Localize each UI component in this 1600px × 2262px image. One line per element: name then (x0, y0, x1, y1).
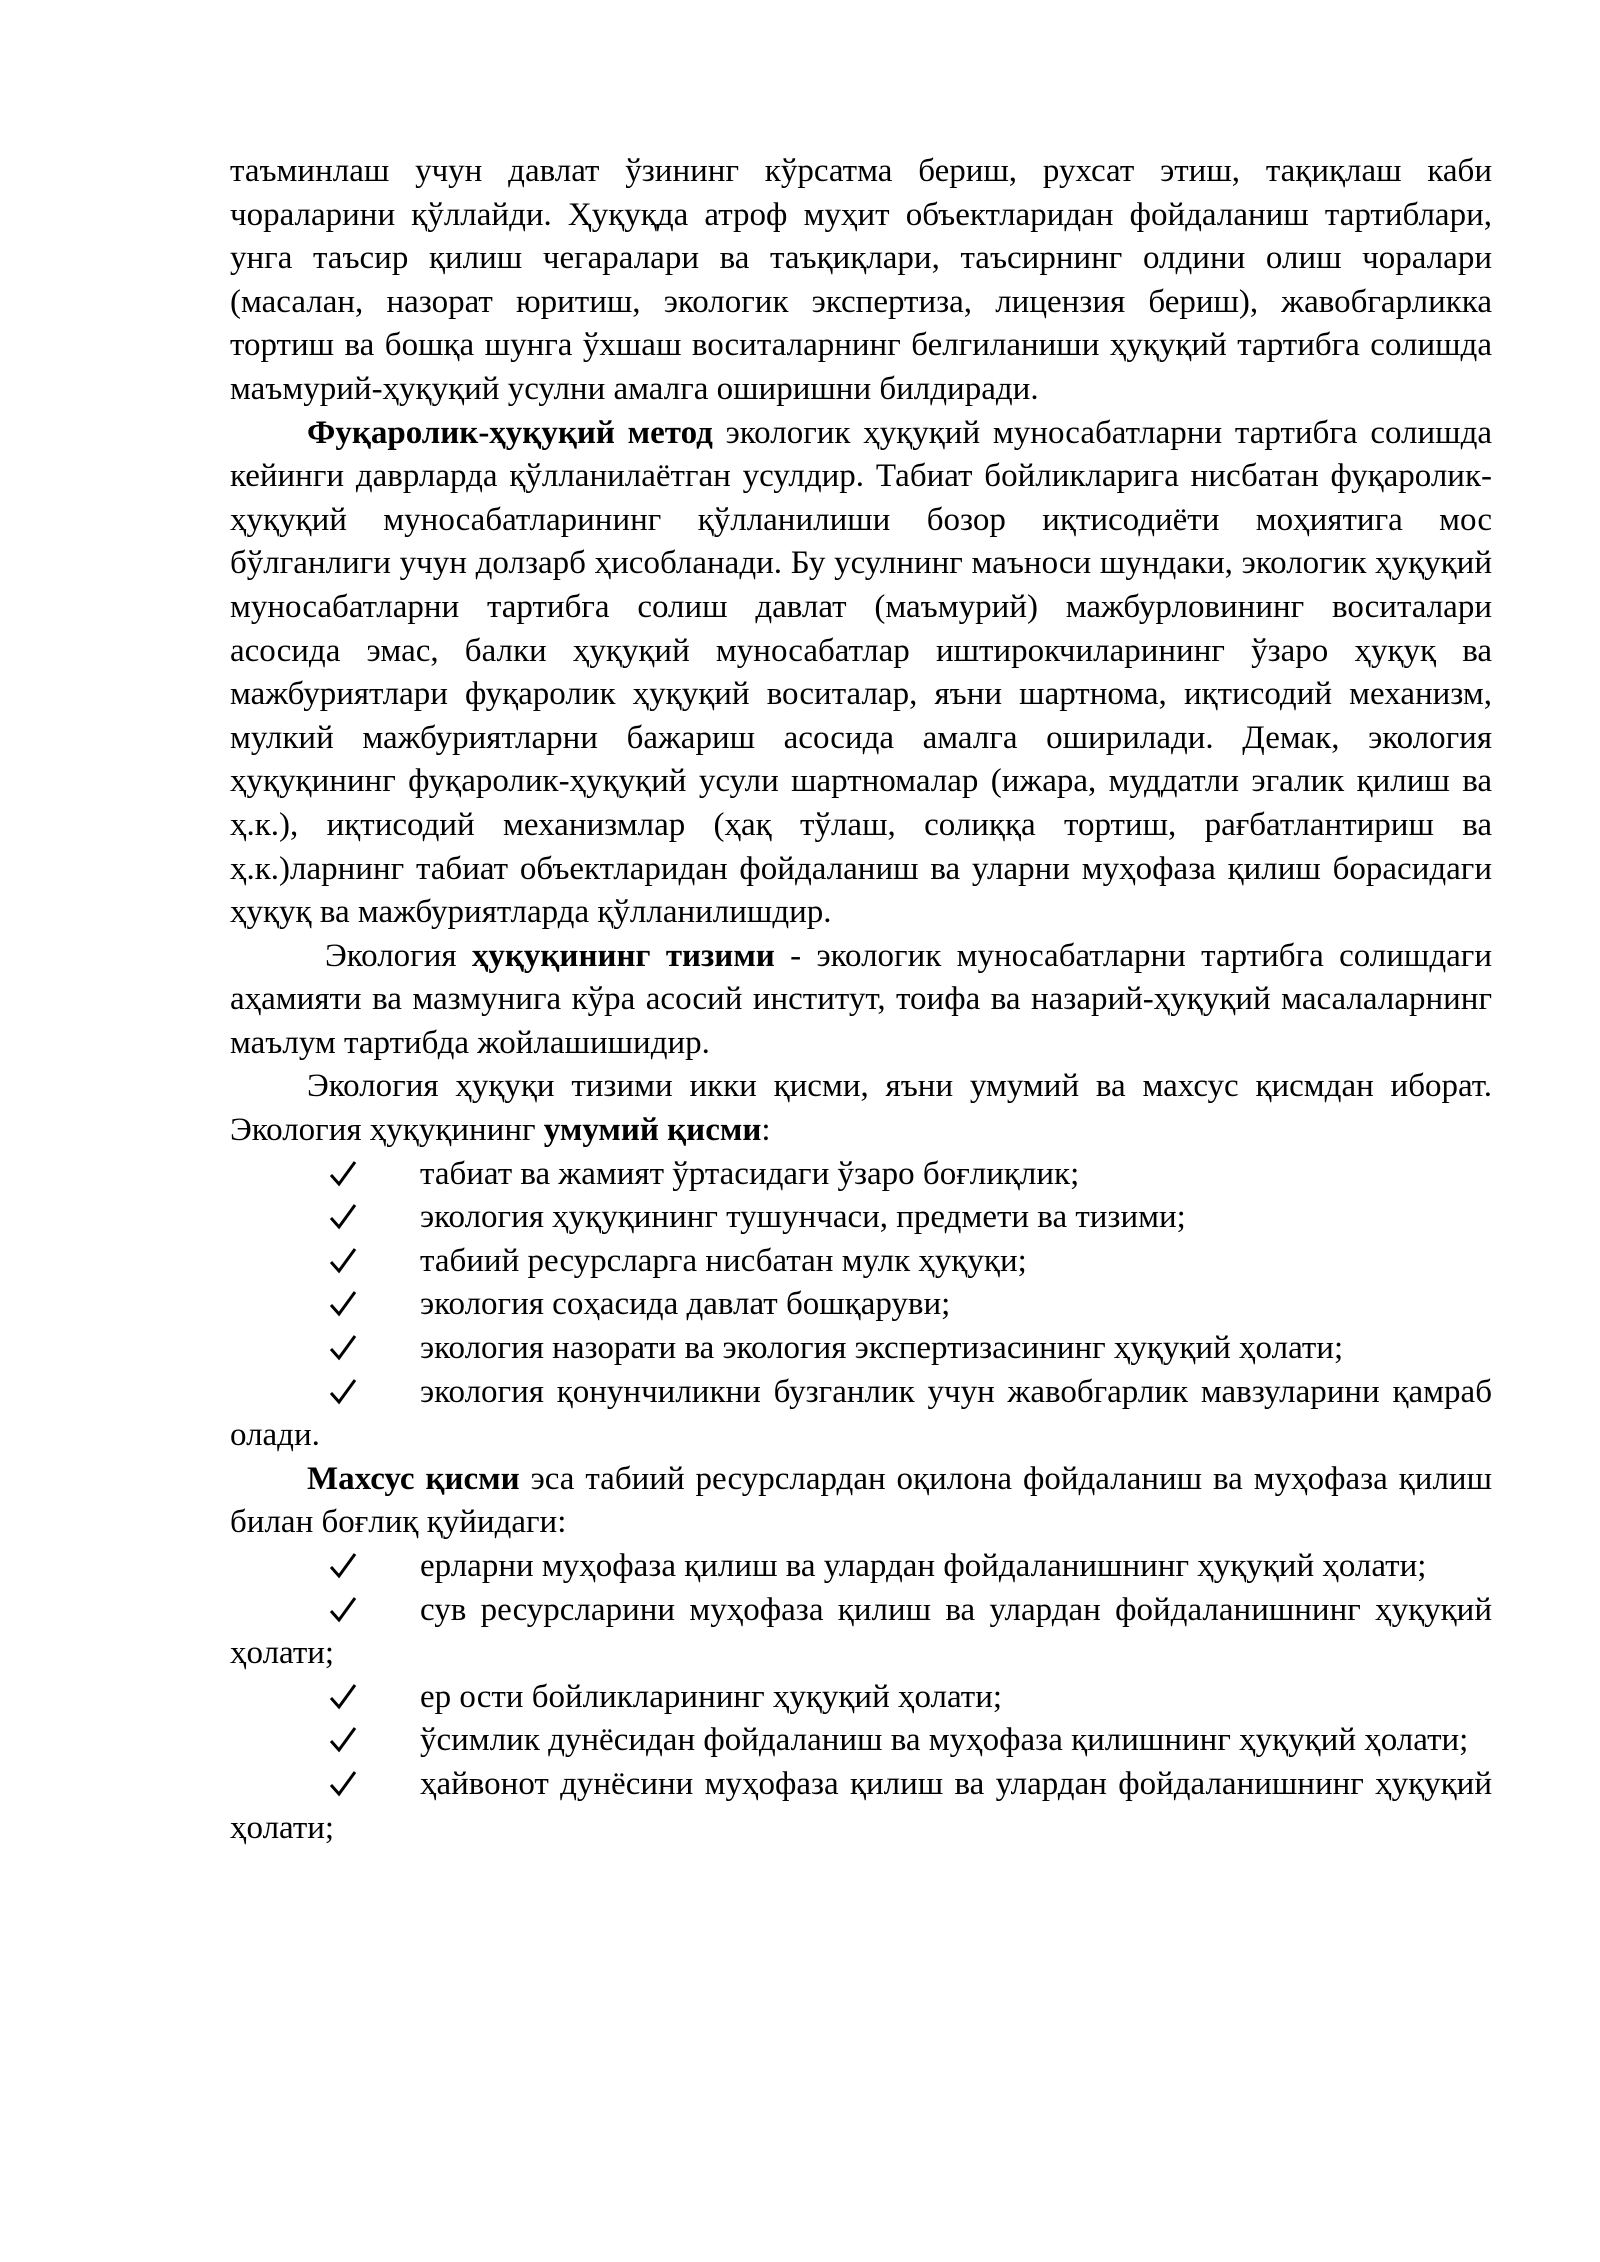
list-item-text: сув ресурсларини муҳофаза қилиш ва улардан фойдаланишнинг ҳуқуқий ҳолати; (230, 1591, 1492, 1672)
system-text: - экологик муносабатларни тартибга солишдаги аҳамияти ва мазмунига кўра асосий институт, тоифа ва назарий-ҳуқуқий масалаларнинг маълум тартибда жойлашишидир. (230, 937, 1492, 1061)
paragraph-general-part (230, 1065, 1492, 1152)
checkmark-icon (325, 1327, 361, 1370)
system-term: ҳуқуқининг тизими (471, 937, 775, 974)
checkmark-icon (325, 1545, 361, 1588)
checkmark-icon (325, 1589, 361, 1632)
list-item (230, 1545, 1492, 1589)
paragraph-administrative-method: таъминлаш учун давлат ўзининг кўрсатма бериш, рухсат этиш, тақиқлаш каби чораларини қўллайди. Ҳуқуқда атроф муҳит объектларидан фойдаланиш тартиблари, унга таъсир қилиш чегаралари ва таъқиқлари, таъсирнинг олдини олиш чоралари (масалан, назорат юритиш, экологик экспертиза, лицензия бериш), жавобгарликка тортиш ва бошқа шунга ўхшаш воситаларнинг белгиланиши ҳуқуқий тартибга солишда маъмурий-ҳуқуқий усулни амалга оширишни билдиради. (230, 153, 1492, 407)
checkmark-icon (325, 1763, 361, 1806)
paragraph-special-part (230, 1458, 1492, 1545)
list-item-text: ерларни муҳофаза қилиш ва улардан фойдаланишнинг ҳуқуқий ҳолати; (420, 1548, 1427, 1584)
special-part-term: Махсус қисми (307, 1460, 520, 1497)
list-item (230, 1196, 1492, 1240)
list-item (230, 1719, 1492, 1763)
document-body (230, 150, 1492, 1850)
list-item (230, 1589, 1492, 1676)
checkmark-icon (325, 1719, 361, 1762)
list-item-text: экология соҳасида давлат бошқаруви; (420, 1286, 951, 1323)
general-part-text: Экология ҳуқуқи тизими икки қисми, яъни умумий ва махсус қисмдан иборат. Экология ҳуқуқининг (230, 1068, 1492, 1149)
list-item (230, 1676, 1492, 1720)
paragraph-civil-method (230, 412, 1492, 935)
general-part-list (230, 1153, 1492, 1458)
list-item-text: экология ҳуқуқининг тушунчаси, предмети ва тизими; (420, 1199, 1186, 1236)
checkmark-icon (325, 1676, 361, 1719)
list-item-text: ўсимлик дунёсидан фойдаланиш ва муҳофаза қилишнинг ҳуқуқий ҳолати; (420, 1722, 1469, 1759)
general-part-term: умумий қисми (543, 1112, 762, 1149)
special-part-list (230, 1545, 1492, 1850)
checkmark-icon (325, 1371, 361, 1414)
list-item-text: табиий ресурсларга нисбатан мулк ҳуқуқи; (420, 1242, 1027, 1279)
list-item-text: экология қонунчиликни бузганлик учун жавобгарлик мавзуларини қамраб олади. (230, 1373, 1492, 1454)
list-item (230, 1283, 1492, 1327)
checkmark-icon (325, 1240, 361, 1283)
civil-method-term: Фуқаролик-ҳуқуқий метод (307, 414, 713, 451)
list-item-text: экология назорати ва экология экспертизасининг ҳуқуқий ҳолати; (420, 1330, 1344, 1367)
checkmark-icon (325, 1196, 361, 1239)
list-item-text: ер ости бойликларининг ҳуқуқий ҳолати; (420, 1678, 1003, 1715)
list-item (230, 1371, 1492, 1458)
list-item-text: табиат ва жамият ўртасидаги ўзаро боғлиқлик; (420, 1155, 1080, 1192)
paragraph-system (230, 935, 1492, 1066)
general-part-colon: : (761, 1112, 771, 1149)
special-part-text: эса табиий ресурслардан оқилона фойдаланиш ва муҳофаза қилиш билан боғлиқ қуйидаги: (230, 1460, 1492, 1541)
list-item (230, 1327, 1492, 1371)
civil-method-text: экологик ҳуқуқий муносабатларни тартибга солишда кейинги даврларда қўлланилаётган усулдир. Табиат бойликларига нисбатан фуқаролик-ҳуқуқий муносабатларининг қўлланилиши бозор иқтисодиёти моҳиятига мос бўлганлиги учун долзарб ҳисобланади. Бу усулнинг маъноси шундаки, экологик ҳуқуқий муносабатларни тартибга солиш давлат (маъмурий) мажбурловининг воситалари асосида эмас, балки ҳуқуқий муносабатлар иштирокчиларининг ўзаро ҳуқуқ ва мажбуриятлари фуқаролик ҳуқуқий воситалар, яъни шартнома, иқтисодий механизм, мулкий мажбуриятларни бажариш асосида амалга оширилади. Демак, экология ҳуқуқининг фуқаролик-ҳуқуқий усули шартномалар (ижара, муддатли эгалик қилиш ва ҳ.к.), иқтисодий механизмлар (ҳақ тўлаш, солиққа тортиш, рағбатлантириш ва ҳ.к.)ларнинг табиат объектларидан фойдаланиш ва уларни муҳофаза қилиш борасидаги ҳуқуқ ва мажбуриятларда қўлланилишдир. (230, 414, 1493, 931)
list-item (230, 1153, 1492, 1197)
checkmark-icon (325, 1153, 361, 1196)
list-item-text: ҳайвонот дунёсини муҳофаза қилиш ва улардан фойдаланишнинг ҳуқуқий ҳолати; (230, 1765, 1492, 1846)
checkmark-icon (325, 1283, 361, 1326)
list-item (230, 1763, 1492, 1850)
system-lead: Экология (325, 937, 472, 974)
list-item (230, 1240, 1492, 1284)
